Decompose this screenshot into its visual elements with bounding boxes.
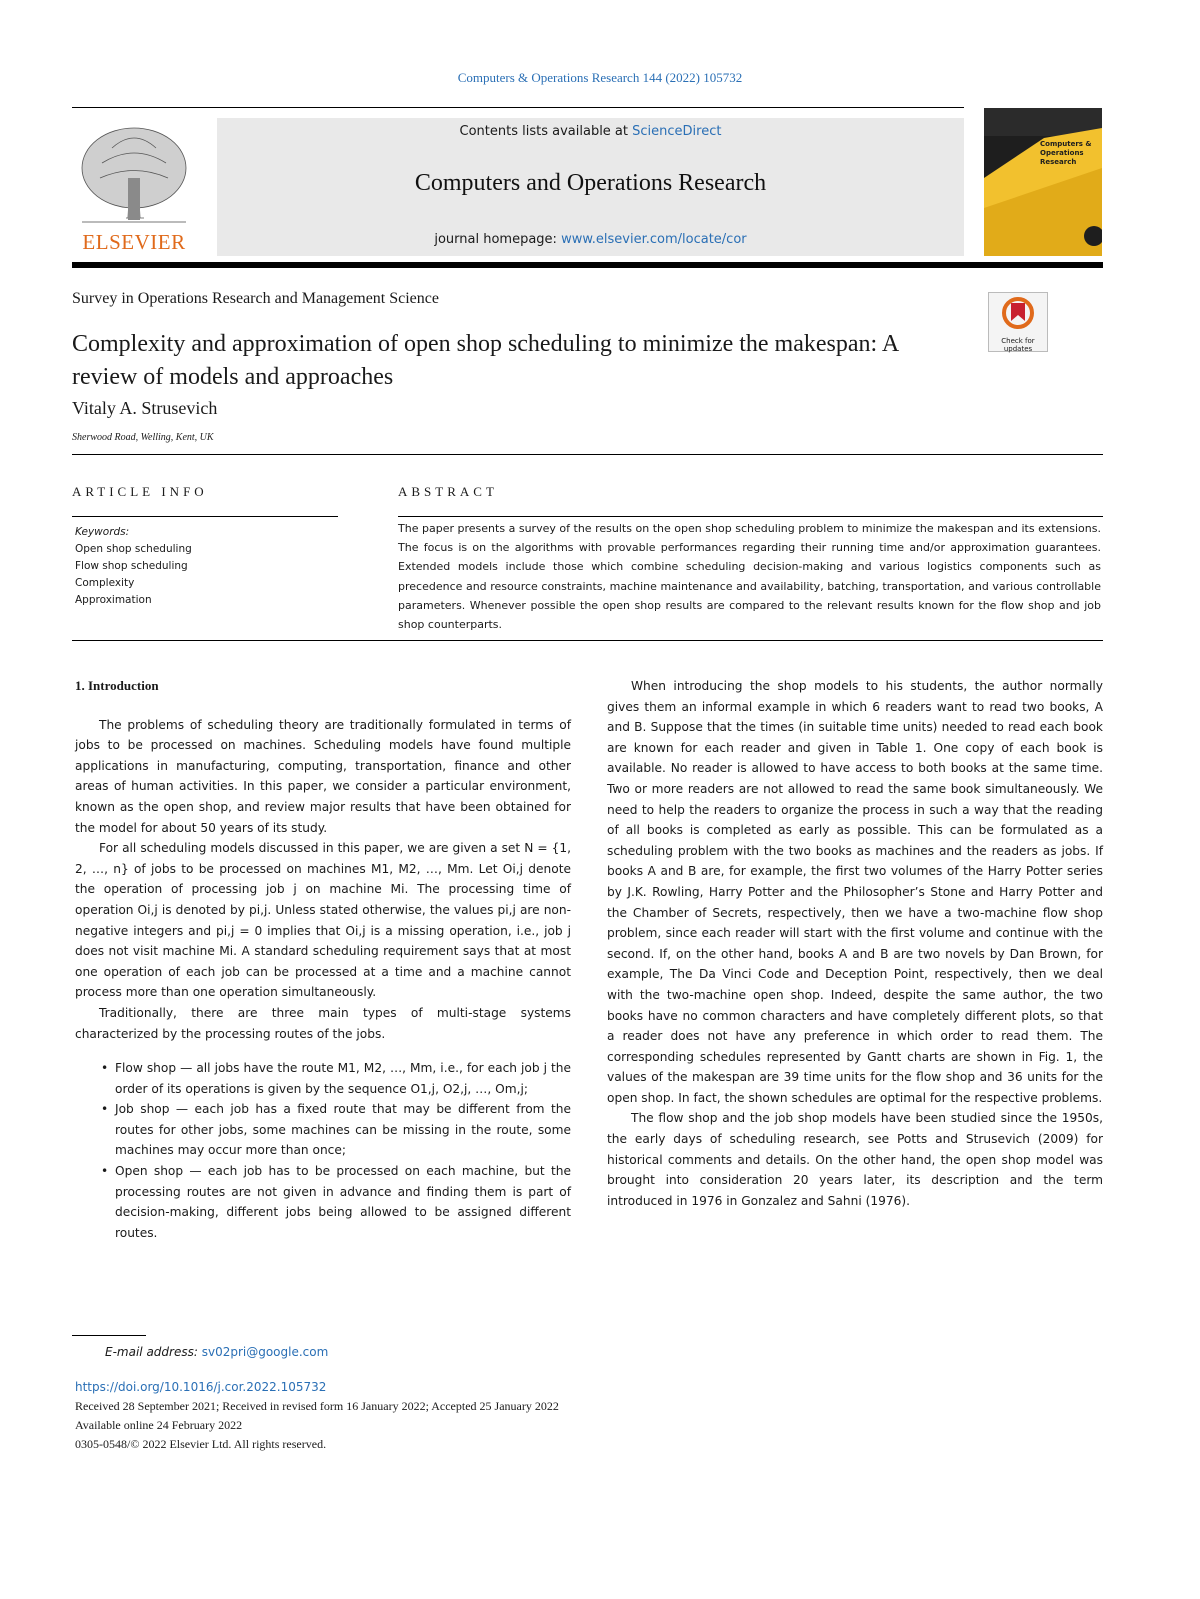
right-column <box>607 676 1103 1211</box>
cover-title: Computers & Operations Research <box>1040 140 1092 166</box>
list-item <box>75 1161 571 1243</box>
left-column <box>75 676 571 1243</box>
check-for-updates-badge[interactable] <box>988 292 1048 352</box>
received-dates: Received 28 September 2021; Received in revised form 16 January 2022; Accepted 25 January 2022 <box>75 1399 559 1413</box>
header-rule <box>72 107 964 108</box>
keyword: Complexity <box>75 577 135 589</box>
list-item-text: Open shop — each job has to be processed on each machine, but the processing routes are not given in advance and finding them is part of decision-making, different jobs being allowed to be assigned different routes. <box>115 1164 571 1240</box>
email-footnote <box>105 1345 328 1359</box>
abstract-heading: ABSTRACT <box>398 484 498 499</box>
journal-banner <box>217 118 964 256</box>
article-section-type: Survey in Operations Research and Management Science <box>72 290 439 307</box>
paragraph: For all scheduling models discussed in this paper, we are given a set N = {1, 2, …, n} of jobs to be processed on machines M1, M2, …, Mm. Let Oi,j denote the operation of processing job j on machine Mi. The processing time of operation Oi,j is denoted by pi,j. Unless stated otherwise, the values pi,j are non-negative integers and pi,j = 0 implies that Oi,j is a missing operation, i.e., job j does not visit machine Mi. A standard scheduling requirement says that at most one operation of each job can be processed at a time and a machine cannot process more than one operation simultaneously. <box>75 841 571 1000</box>
badge-label: Check for updates <box>1001 337 1035 353</box>
keyword: Approximation <box>75 594 152 606</box>
updates-icon <box>989 293 1047 335</box>
available-date: Available online 24 February 2022 <box>75 1418 243 1432</box>
article-title: Complexity and approximation of open shop scheduling to minimize the makespan: A review of models and approaches <box>72 331 898 390</box>
email-label: E-mail address: <box>105 1345 198 1359</box>
paragraph: Traditionally, there are three main types of multi-stage systems characterized by the processing routes of the jobs. <box>75 1005 571 1041</box>
section-heading: 1. Introduction <box>75 678 159 693</box>
elsevier-logo <box>72 118 196 256</box>
email-link[interactable]: sv02pri@google.com <box>201 1345 329 1359</box>
journal-title: Computers and Operations Research <box>414 170 767 196</box>
abstract-bottom-rule <box>72 640 1103 641</box>
homepage-link[interactable]: www.elsevier.com/locate/cor <box>561 232 747 247</box>
footnote-rule <box>72 1335 146 1336</box>
info-rule <box>72 516 338 517</box>
keywords-label: Keywords: <box>75 526 130 538</box>
bullet-icon: • <box>101 1061 109 1076</box>
bullet-icon: • <box>101 1164 109 1179</box>
doi-link[interactable]: https://doi.org/10.1016/j.cor.2022.105732 <box>75 1380 327 1394</box>
keyword: Open shop scheduling <box>75 543 192 555</box>
banner-rule <box>72 262 1103 268</box>
author-rule <box>72 454 1103 455</box>
abstract-rule <box>398 516 1103 517</box>
paragraph: The flow shop and the job shop models have been studied since the 1950s, the early days of scheduling research, see Potts and Strusevich (2009) for historical comments and details. On the other hand, the open shop model was brought into consideration 20 years later, its description and the term introduced in 1976 in Gonzalez and Sahni (1976). <box>607 1111 1103 1208</box>
abstract-text: The paper presents a survey of the results on the open shop scheduling problem to minimize the makespan and its extensions. The focus is on the algorithms with provable performances regarding their running time and/or approximation guarantees. Extended models include those which combine scheduling decision-making and various logistics components such as precedence and resource constraints, machine maintenance and availability, batching, transportation, and various controllable parameters. Whenever possible the open shop results are compared to the relevant results known for the flow shop and job shop counterparts. <box>398 522 1101 632</box>
paragraph: When introducing the shop models to his students, the author normally gives them an informal example in which 6 readers want to read two books, A and B. Suppose that the times (in suitable time units) needed to read each book are known for each reader and given in Table 1. One copy of each book is available. No reader is allowed to have access to both books at the same time. Two or more readers are not allowed to read the same book simultaneously. We need to help the readers to organize the process in such a way that the reading of all books is completed as early as possible. This can be formulated as a scheduling problem with the two books as machines and the readers as jobs. If books A and B are, for example, the first two volumes of the Harry Potter series by J.K. Rowling, Harry Potter and the Philosopher’s Stone and Harry Potter and the Chamber of Secrets, respectively, then we have a two-machine flow shop problem, since each reader will start with the first volume and continue with the second. If, on the other hand, books A and B are two novels by Dan Brown, for example, The Da Vinci Code and Deception Point, respectively, then we deal with the two-machine open shop. Indeed, despite the same author, the two books have no common characters and have completely different plots, so that a reader does not have any preference in which order to read them. The corresponding schedules represented by Gantt charts are shown in Fig. 1, the values of the makespan are 39 time units for the flow shop and 36 units for the open shop. In fact, the shown schedules are optimal for the respective problems. <box>607 679 1103 1105</box>
list-item-text: Flow shop — all jobs have the route M1, M2, …, Mm, i.e., for each job j the order of its operations is given by the sequence O1,j, O2,j, …, Om,j; <box>115 1061 571 1096</box>
publication-dates <box>75 1397 559 1454</box>
paragraph: The problems of scheduling theory are traditionally formulated in terms of jobs to be processed on machines. Scheduling models have found multiple applications in manufacturing, computing, transportation, finance and other areas of human activities. In this paper, we consider a particular environment, known as the open shop, and review major results that have been obtained for the model for about 50 years of its study. <box>75 717 571 835</box>
homepage-line <box>217 232 964 247</box>
cover-art-icon <box>984 108 1102 256</box>
contents-line <box>217 124 964 139</box>
contents-prefix: Contents lists available at <box>459 124 633 139</box>
article-info-heading: ARTICLE INFO <box>72 484 208 499</box>
list-item <box>75 1099 571 1161</box>
list-item-text: Job shop — each job has a fixed route that may be different from the routes for other jobs, some machines can be missing in the route, some machines may occur more than once; <box>115 1102 571 1158</box>
homepage-prefix: journal homepage: <box>434 232 562 247</box>
shop-types-list <box>75 1058 571 1243</box>
list-item <box>75 1058 571 1099</box>
bullet-icon: • <box>101 1102 109 1117</box>
journal-reference[interactable]: Computers & Operations Research 144 (2022) 105732 <box>457 70 743 85</box>
keywords-block <box>75 524 192 609</box>
author-affiliation: Sherwood Road, Welling, Kent, UK <box>72 432 214 443</box>
copyright-line: 0305-0548/© 2022 Elsevier Ltd. All rights reserved. <box>75 1437 327 1451</box>
author-name: Vitaly A. Strusevich <box>72 398 218 418</box>
journal-cover[interactable] <box>984 108 1102 256</box>
publisher-name: ELSEVIER <box>82 230 186 254</box>
keyword: Flow shop scheduling <box>75 560 188 572</box>
sciencedirect-link[interactable]: ScienceDirect <box>632 124 722 139</box>
